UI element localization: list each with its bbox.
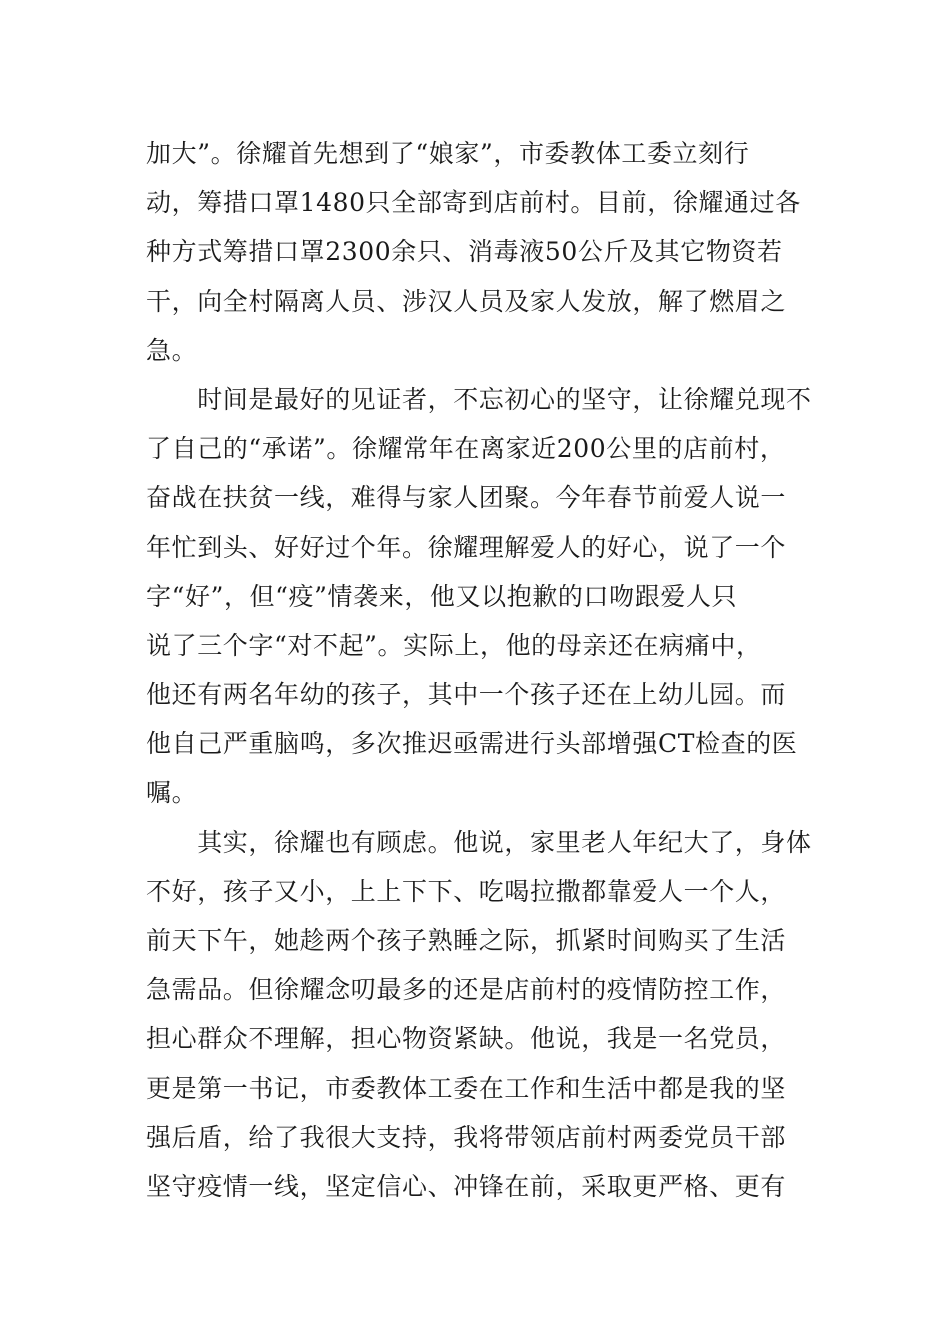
text-line-11: 说了三个字“对不起”。实际上，他的母亲还在病痛中， xyxy=(146,630,762,660)
text-line-20: 更是第一书记，市委教体工委在工作和生活中都是我的坚 xyxy=(146,1073,787,1103)
text-line-8: 奋战在扶贫一线，难得与家人团聚。今年春节前爱人说一 xyxy=(146,483,787,513)
text-line-17: 前天下午，她趁两个孩子熟睡之际，抓紧时间购买了生活 xyxy=(146,926,787,955)
text-line-1: 加大”。徐耀首先想到了“娘家”，市委教体工委立刻行 xyxy=(146,139,750,168)
text-line-14: 嘱。 xyxy=(146,778,198,808)
text-line-13: 他自己严重脑鸣，多次推迟亟需进行头部增强CT检查的医 xyxy=(146,729,798,759)
text-line-15: 其实，徐耀也有顾虑。他说，家里老人年纪大了，身体 xyxy=(146,827,812,857)
text-line-18: 急需品。但徐耀念叨最多的还是店前村的疫情防控工作， xyxy=(146,975,787,1005)
text-line-10: 字“好”，但“疫”情袭来，他又以抱歉的口吻跟爱人只 xyxy=(146,581,738,611)
text-line-3: 种方式筹措口罩2300余只、消毒液50公斤及其它物资若 xyxy=(146,237,783,267)
text-line-6: 时间是最好的见证者，不忘初心的坚守，让徐耀兑现不 xyxy=(146,384,812,414)
text-line-22: 坚守疫情一线，坚定信心、冲锋在前，采取更严格、更有 xyxy=(146,1171,787,1201)
article-body xyxy=(146,129,826,1211)
text-line-12: 他还有两名年幼的孩子，其中一个孩子还在上幼儿园。而 xyxy=(146,680,787,710)
text-line-4: 干，向全村隔离人员、涉汉人员及家人发放，解了燃眉之 xyxy=(146,286,787,316)
text-line-21: 强后盾，给了我很大支持，我将带领店前村两委党员干部 xyxy=(146,1122,787,1152)
text-line-19: 担心群众不理解，担心物资紧缺。他说，我是一名党员， xyxy=(146,1024,787,1054)
text-line-2: 动，筹措口罩1480只全部寄到店前村。目前，徐耀通过各 xyxy=(146,188,801,218)
text-line-7: 了自己的“承诺”。徐耀常年在离家近200公里的店前村， xyxy=(146,434,786,464)
text-line-5: 急。 xyxy=(146,335,198,365)
text-line-9: 年忙到头、好好过个年。徐耀理解爱人的好心，说了一个 xyxy=(146,532,787,562)
text-line-16: 不好，孩子又小，上上下下、吃喝拉撒都靠爱人一个人， xyxy=(146,876,787,906)
